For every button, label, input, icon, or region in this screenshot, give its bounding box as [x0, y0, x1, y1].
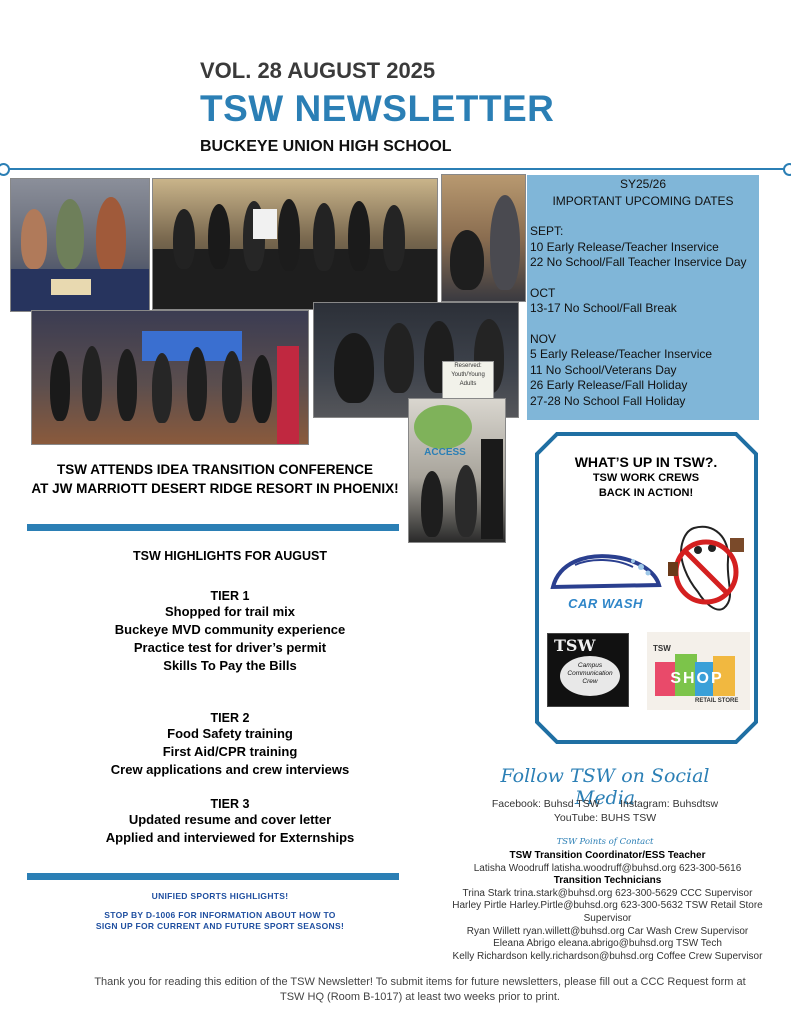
access-logo-icon — [414, 405, 472, 449]
dates-heading: IMPORTANT UPCOMING DATES — [552, 194, 734, 208]
technician-contact: Ryan Willett ryan.willett@buhsd.org Car Wash Crew Supervisor — [466, 925, 749, 937]
car-wash-label: CAR WASH — [568, 596, 643, 611]
technician-contact: Eleana Abrigo eleana.abrigo@buhsd.org TSW Tech — [493, 938, 722, 950]
tier-1-item: Buckeye MVD community experience — [114, 622, 346, 637]
technician-contact: Harley Pirtle Harley.Pirtle@buhsd.org 623-300-5632 TSW Retail Store — [452, 900, 763, 912]
footer-line: Thank you for reading this edition of the TSW Newsletter! To submit items for future newsletters, please fill out a CCC Request form at — [94, 976, 746, 988]
conference-photo-3 — [441, 174, 526, 302]
divider-right-dot — [783, 163, 791, 176]
technicians-title: Transition Technicians — [553, 875, 662, 887]
social-heading: Follow TSW on Social Media — [500, 765, 710, 809]
conference-photo-stage — [408, 398, 506, 543]
footer-note — [80, 975, 760, 1005]
reserved-sign — [442, 361, 494, 399]
unified-sports-notice — [40, 891, 400, 932]
divider-left-dot — [0, 163, 10, 176]
dates-nov-label: NOV — [530, 331, 557, 346]
tier-1-item: Shopped for trail mix — [164, 604, 295, 619]
contacts-list — [445, 850, 770, 963]
unified-line: SIGN UP FOR CURRENT AND FUTURE SPORT SEASONS! — [95, 921, 345, 931]
whats-up-title: WHAT’S UP IN TSW?. — [574, 454, 718, 470]
conference-caption-line: AT JW MARRIOTT DESERT RIDGE RESORT IN PHOENIX! — [31, 481, 399, 496]
technician-contact: Kelly Richardson kelly.richardson@buhsd.org Coffee Crew Supervisor — [452, 950, 763, 962]
social-links — [460, 797, 750, 825]
dates-nov-item: 11 No School/Veterans Day — [530, 362, 677, 377]
dates-school-year: SY25/26 — [619, 177, 667, 191]
shop-tsw-label: TSW — [653, 644, 671, 653]
tier-3-item: Updated resume and cover letter — [128, 812, 332, 827]
campus-crew-line: Campus — [577, 662, 603, 669]
access-banner-text: ACCESS — [424, 447, 466, 458]
tier-3-label: TIER 3 — [210, 797, 250, 811]
campus-crew-line: Crew — [582, 678, 598, 685]
unified-line: STOP BY D-1006 FOR INFORMATION ABOUT HOW TO — [104, 910, 336, 920]
dates-nov-item: 27-28 No School Fall Holiday — [530, 393, 686, 408]
tier-1-item: Practice test for driver’s permit — [133, 640, 327, 655]
campus-crew-text — [560, 662, 620, 686]
important-dates-box — [527, 175, 759, 420]
campus-crew-tsw: TSW — [554, 636, 596, 655]
dates-sept-item: 10 Early Release/Teacher Inservice — [530, 239, 719, 254]
volume-date: VOL. 28 AUGUST 2025 — [200, 58, 436, 83]
dates-oct-label: OCT — [530, 285, 556, 300]
dates-sept-item: 22 No School/Fall Teacher Inservice Day — [530, 255, 747, 269]
tier-2-item: Crew applications and crew interviews — [110, 762, 350, 777]
tsw-shop-logo — [647, 632, 750, 710]
conference-caption — [10, 460, 420, 498]
conference-caption-line: TSW ATTENDS IDEA TRANSITION CONFERENCE — [57, 462, 373, 477]
work-crews-subtitle — [548, 471, 744, 501]
tier-3-item: Applied and interviewed for Externships — [105, 830, 355, 845]
instagram-link[interactable]: Instagram: Buhsdtsw — [620, 798, 719, 810]
coordinator-contact: Latisha Woodruff latisha.woodruff@buhsd.org 623-300-5616 — [473, 862, 742, 874]
conference-photo-group — [152, 178, 438, 310]
newsletter-title: TSW NEWSLETTER — [200, 88, 555, 129]
tier-2-label: TIER 2 — [210, 711, 250, 725]
shop-retail-label: RETAIL STORE — [695, 698, 739, 704]
header-divider — [4, 168, 787, 170]
unified-heading: UNIFIED SPORTS HIGHLIGHTS! — [151, 891, 289, 901]
youtube-link[interactable]: YouTube: BUHS TSW — [553, 812, 657, 824]
contacts-heading: TSW Points of Contact — [556, 837, 654, 847]
footer-line: TSW HQ (Room B-1017) at least two weeks prior to print. — [280, 991, 560, 1003]
section-divider-bar — [27, 873, 399, 880]
campus-crew-line: Communication — [567, 670, 613, 677]
august-highlights — [20, 549, 440, 847]
campus-crew-logo — [547, 633, 629, 707]
sign-line-2: Youth/Young — [451, 372, 485, 378]
highlights-heading: TSW HIGHLIGHTS FOR AUGUST — [133, 549, 327, 563]
sign-line-1: Reserved: — [454, 363, 482, 369]
tier-1-label: TIER 1 — [210, 589, 250, 603]
conference-photo-1 — [10, 178, 150, 312]
dates-sept-label: SEPT: — [530, 224, 564, 238]
section-divider-bar — [27, 524, 399, 531]
school-name: BUCKEYE UNION HIGH SCHOOL — [200, 138, 452, 155]
coordinator-title: TSW Transition Coordinator/ESS Teacher — [509, 850, 706, 861]
work-crews-line: TSW WORK CREWS — [592, 472, 700, 484]
tier-2-item: First Aid/CPR training — [162, 744, 298, 759]
facebook-link[interactable]: Facebook: Buhsd TSW — [491, 798, 600, 810]
conference-photo-dance — [31, 310, 309, 445]
work-crews-line: BACK IN ACTION! — [598, 487, 694, 499]
technician-contact: Supervisor — [583, 912, 632, 924]
dates-oct-item: 13-17 No School/Fall Break — [530, 301, 677, 315]
tier-2-item: Food Safety training — [167, 726, 293, 741]
tier-1-item: Skills To Pay the Bills — [163, 658, 297, 673]
dates-nov-item: 26 Early Release/Fall Holiday — [530, 378, 688, 392]
dates-nov-item: 5 Early Release/Teacher Inservice — [530, 347, 713, 361]
technician-contact: Trina Stark trina.stark@buhsd.org 623-300-5629 CCC Supervisor — [462, 887, 753, 899]
shop-label: SHOP — [670, 670, 724, 687]
coffee-crew-ghost-icon — [664, 520, 748, 620]
sign-line-3: Adults — [459, 381, 477, 387]
